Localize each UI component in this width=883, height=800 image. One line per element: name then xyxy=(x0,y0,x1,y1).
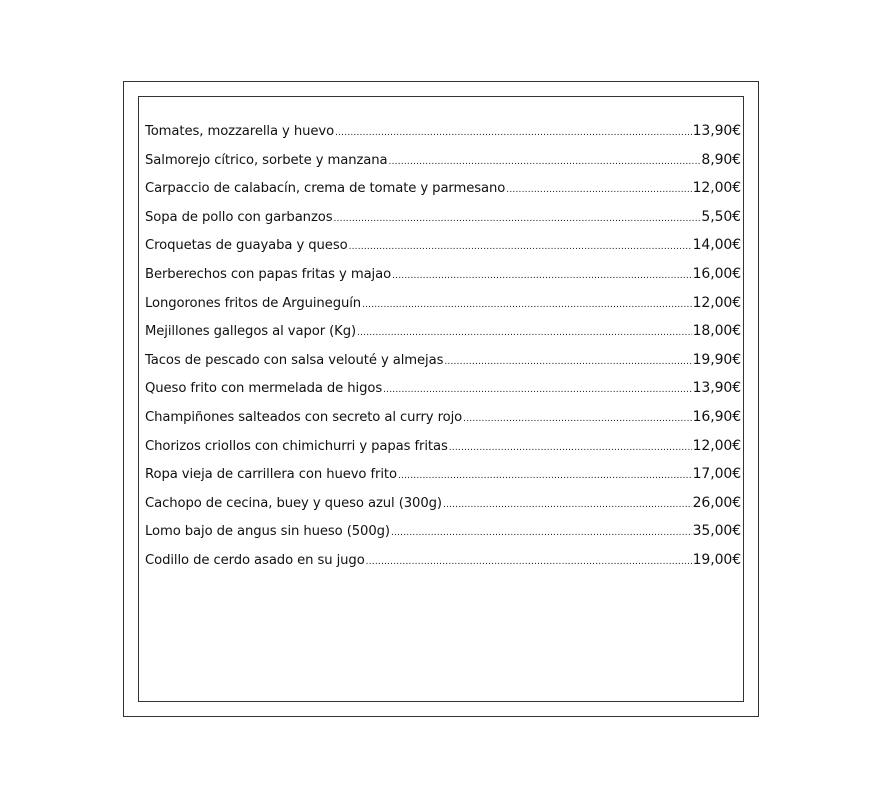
dot-leader xyxy=(391,529,692,538)
dish-price: 35,00€ xyxy=(692,523,741,540)
dot-leader xyxy=(463,415,691,424)
dot-leader xyxy=(506,186,691,195)
dish-name: Champiñones salteados con secreto al curry rojo xyxy=(145,409,463,425)
dish-name: Longorones fritos de Arguineguín xyxy=(145,295,362,311)
dish-name: Tomates, mozzarella y huevo xyxy=(145,124,335,139)
menu-outer-frame xyxy=(123,81,759,717)
dish-name: Tacos de pescado con salsa velouté y almejas xyxy=(145,352,444,368)
dish-price: 16,90€ xyxy=(692,408,741,425)
dish-price: 18,00€ xyxy=(692,323,741,340)
dish-name: Chorizos criollos con chimichurri y papas fritas xyxy=(145,438,448,454)
dish-price: 17,00€ xyxy=(692,466,741,483)
dish-price: 12,00€ xyxy=(692,294,741,311)
menu-item xyxy=(145,123,741,152)
dish-name: Sopa de pollo con garbanzos xyxy=(145,209,333,225)
menu-inner-frame xyxy=(138,96,744,702)
dish-name: Queso frito con mermelada de higos xyxy=(145,381,383,397)
menu-item xyxy=(145,380,741,409)
dot-leader xyxy=(398,472,692,481)
dot-leader xyxy=(362,301,692,310)
dish-price: 12,00€ xyxy=(692,437,741,454)
menu-item xyxy=(145,495,741,524)
dot-leader xyxy=(383,386,691,395)
dish-name: Berberechos con papas fritas y majao xyxy=(145,266,392,282)
dot-leader xyxy=(389,158,701,167)
dish-price: 16,00€ xyxy=(692,265,741,282)
dish-name: Mejillones gallegos al vapor (Kg) xyxy=(145,324,357,340)
dot-leader xyxy=(444,358,691,367)
menu-item xyxy=(145,438,741,467)
menu-item xyxy=(145,180,741,209)
dish-price: 12,00€ xyxy=(692,180,741,197)
dot-leader xyxy=(357,329,692,338)
menu-item xyxy=(145,237,741,266)
menu-item xyxy=(145,552,741,581)
dish-price: 14,00€ xyxy=(692,237,741,254)
dot-leader xyxy=(335,129,692,138)
menu-item xyxy=(145,295,741,324)
dish-price: 13,90€ xyxy=(692,123,741,139)
dish-name: Salmorejo cítrico, sorbete y manzana xyxy=(145,152,388,168)
menu-item xyxy=(145,323,741,352)
menu-list xyxy=(145,123,741,581)
dish-name: Carpaccio de calabacín, crema de tomate y parmesano xyxy=(145,181,506,197)
dot-leader xyxy=(392,272,692,281)
dot-leader xyxy=(349,243,692,252)
menu-item xyxy=(145,409,741,438)
dish-name: Codillo de cerdo asado en su jugo xyxy=(145,552,365,568)
dish-name: Croquetas de guayaba y queso xyxy=(145,238,348,254)
dish-price: 5,50€ xyxy=(701,208,741,225)
menu-item xyxy=(145,523,741,552)
dish-price: 13,90€ xyxy=(692,380,741,397)
menu-item xyxy=(145,266,741,295)
dish-price: 19,00€ xyxy=(692,551,741,568)
dish-price: 19,90€ xyxy=(692,351,741,368)
dish-name: Lomo bajo de angus sin hueso (500g) xyxy=(145,524,390,540)
dish-name: Cachopo de cecina, buey y queso azul (300g) xyxy=(145,495,442,511)
menu-item xyxy=(145,352,741,381)
dot-leader xyxy=(443,501,692,510)
dot-leader xyxy=(334,215,701,224)
dot-leader xyxy=(366,558,692,567)
menu-item xyxy=(145,152,741,181)
menu-item xyxy=(145,209,741,238)
dish-name: Ropa vieja de carrillera con huevo frito xyxy=(145,467,397,483)
dish-price: 8,90€ xyxy=(701,151,741,168)
dot-leader xyxy=(449,444,692,453)
dish-price: 26,00€ xyxy=(692,494,741,511)
menu-item xyxy=(145,466,741,495)
